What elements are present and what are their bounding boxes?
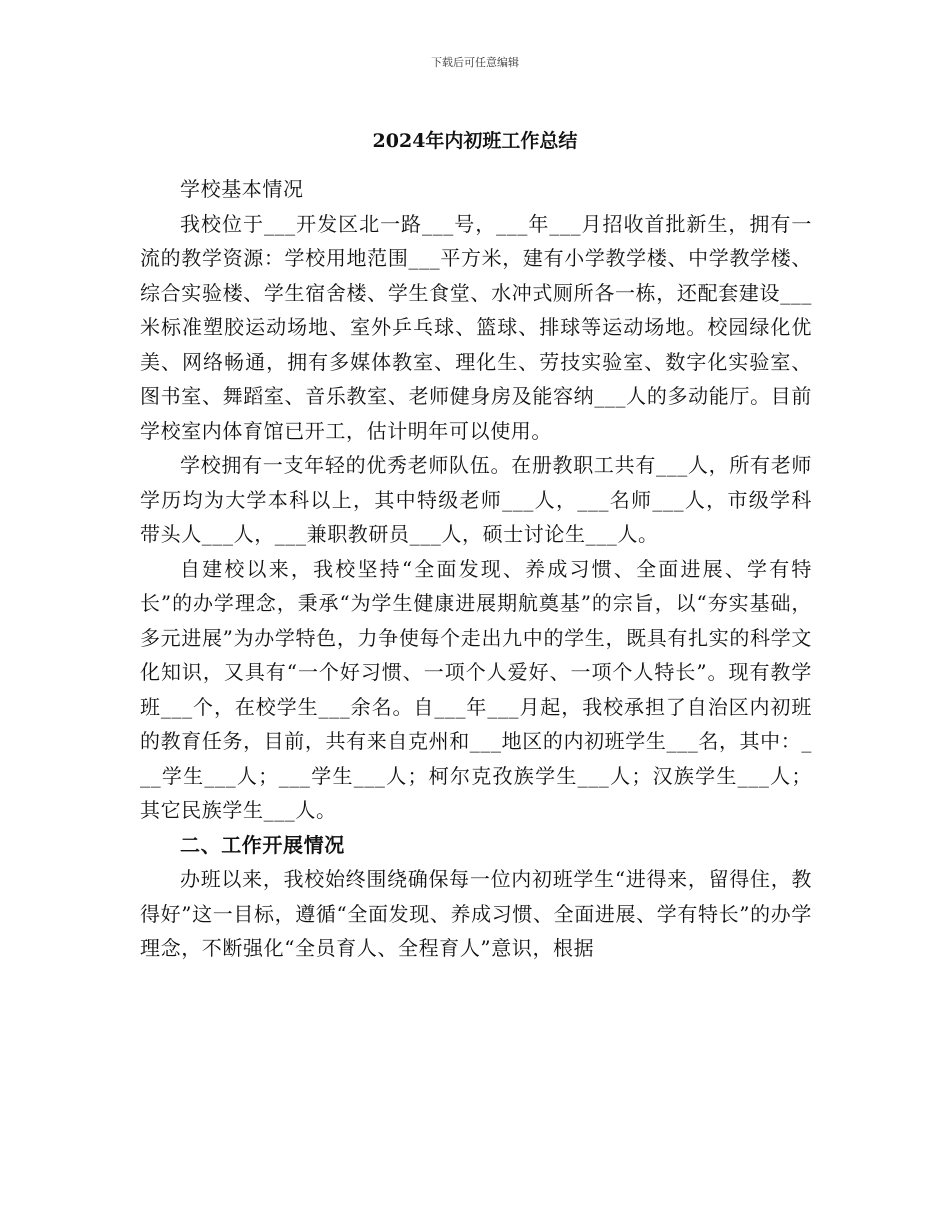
document-title: 2024年内初班工作总结 bbox=[372, 130, 578, 152]
paragraph-school-facilities: 我校位于___开发区北一路___号，___年___月招收首批新生，拥有一流的教学资源：学校用地范围___平方米，建有小学教学楼、中学教学楼、综合实验楼、学生宿舍楼、学生食堂、水冲式厕所各一栋，还配套建设___米标准塑胶运动场地、室外乒乓球、篮球、排球等运动场地。校园绿化优美、网络畅通，拥有多媒体教室、理化生、劳技实验室、数字化实验室、图书室、舞蹈室、音乐教室、老师健身房及能容纳___人的多动能厅。目前学校室内体育馆已开工，估计明年可以使用。 bbox=[140, 211, 812, 443]
document-body bbox=[140, 172, 812, 966]
paragraph-school-philosophy: 自建校以来，我校坚持“全面发现、养成习惯、全面进展、学有特长”的办学理念，秉承“为学生健康进展期航奠基”的宗旨，以“夯实基础，多元进展”为办学特色，力争使每个走出九中的学生，既具有扎实的科学文化知识，又具有“一个好习惯、一项个人爱好、一项个人特长”。现有教学班___个，在校学生___余名。自___年___月起，我校承担了自治区内初班的教育任务，目前，共有来自克州和___地区的内初班学生___名，其中：___学生___人；___学生___人；柯尔克孜族学生___人；汉族学生___人；其它民族学生___人。 bbox=[140, 556, 812, 822]
header-note: 下载后可任意编辑 bbox=[431, 56, 519, 69]
section-heading-basic-info: 学校基本情况 bbox=[180, 177, 304, 201]
paragraph-teaching-staff: 学校拥有一支年轻的优秀老师队伍。在册教职工共有___人，所有老师学历均为大学本科以上，其中特级老师___人，___名师___人，市级学科带头人___人，___兼职教研员___人，硕士讨论生___人。 bbox=[140, 453, 812, 546]
paragraph-work-progress: 办班以来，我校始终围绕确保每一位内初班学生“进得来，留得住，教得好”这一目标，遵循“全面发现、养成习惯、全面进展、学有特长”的办学理念，不断强化“全员育人、全程育人”意识，根据 bbox=[140, 867, 812, 960]
section-heading-work-progress: 二、工作开展情况 bbox=[180, 832, 345, 857]
